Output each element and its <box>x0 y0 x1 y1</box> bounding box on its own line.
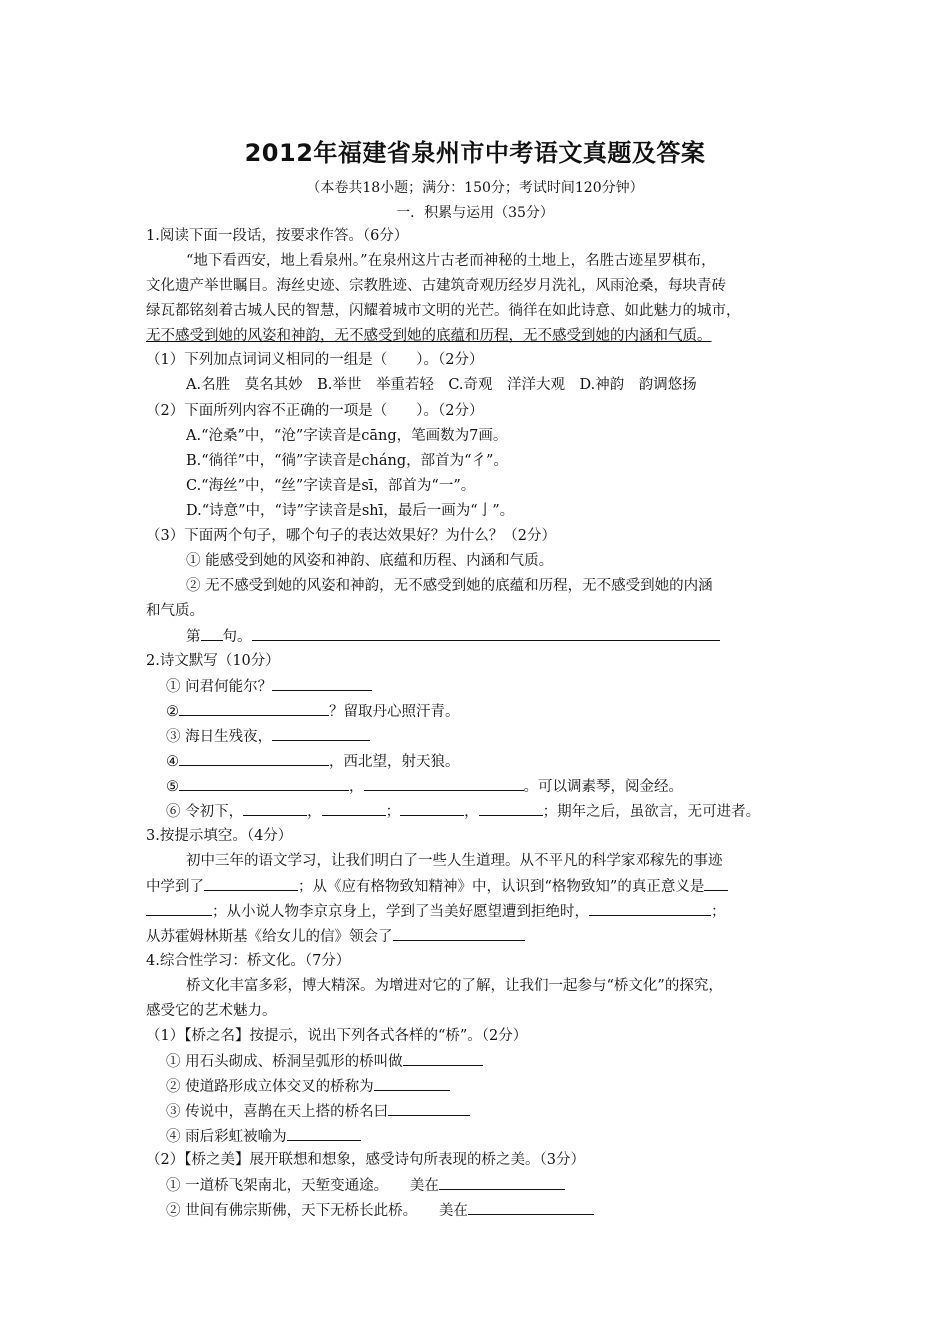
answer-blank[interactable] <box>393 926 525 941</box>
answer-blank[interactable] <box>439 1175 565 1190</box>
question-4-text: 感受它的艺术魅力。 <box>146 1003 277 1019</box>
sub-question: （1）下列加点词词义相同的一组是（ ）。（2分） <box>146 352 484 368</box>
answer-blank[interactable] <box>272 676 372 691</box>
poem-line: ⑤ ， 。可以调素琴，阅金经。 <box>166 776 836 797</box>
answer-blank[interactable] <box>403 1051 483 1066</box>
answer-blank[interactable] <box>287 1126 361 1141</box>
section-heading: 一．积累与运用（35分） <box>396 205 554 221</box>
question-3-text: 从苏霍姆林斯基《给女儿的信》领会了 <box>146 926 816 947</box>
answer-blank[interactable] <box>179 776 349 791</box>
sub-question: （1）【桥之名】按提示，说出下列各式各样的“桥”。（2分） <box>146 1028 528 1044</box>
answer-blank[interactable] <box>204 876 298 891</box>
passage-line: 文化遗产举世瞩目。海丝史迹、宗教胜迹、古建筑奇观历经岁月洗礼，风雨沧桑，每块青砖 <box>146 278 726 294</box>
poem-line: ② ？留取丹心照汗青。 <box>166 701 836 722</box>
sentence-2: ② 无不感受到她的风姿和神韵，无不感受到她的底蕴和历程，无不感受到她的内涵 <box>186 578 713 594</box>
bridge-item: ④ 雨后彩虹被喻为 <box>166 1126 836 1147</box>
poem-line: ⑥ 令初下， ， ； ， ；期年之后，虽欲言，无可进者。 <box>166 801 836 822</box>
option-a: A.“沧桑”中，“沧”字读音是cāng，笔画数为7画。 <box>186 428 508 444</box>
question-3-heading: 3.按提示填空。（4分） <box>146 828 293 844</box>
option-c: C.“海丝”中，“丝”字读音是sī，部首为“一”。 <box>186 478 476 494</box>
question-3-text: ；从小说人物李京京身上，学到了当美好愿望遭到拒绝时， ； <box>146 901 816 922</box>
answer-blank[interactable] <box>146 901 212 916</box>
passage-line-underlined: 无不感受到她的风姿和神韵，无不感受到她的底蕴和历程，无不感受到她的内涵和气质。 <box>146 328 712 344</box>
question-1-heading: 1.阅读下面一段话，按要求作答。（6分） <box>146 228 409 244</box>
sub-question: （3）下面两个句子，哪个句子的表达效果好？为什么？（2分） <box>146 528 556 544</box>
question-3-text: 初中三年的语文学习，让我们明白了一些人生道理。从不平凡的科学家邓稼先的事迹 <box>186 853 723 869</box>
sentence-2-continued: 和气质。 <box>146 603 204 619</box>
answer-blank[interactable] <box>201 626 223 641</box>
page-title: 2012年福建省泉州市中考语文真题及答案 <box>244 139 706 167</box>
poem-line: ① 问君何能尔？ <box>166 676 836 697</box>
answer-blank[interactable] <box>272 726 370 741</box>
answer-blank[interactable] <box>374 1076 450 1091</box>
answer-blank[interactable] <box>243 801 307 816</box>
question-4-text: 桥文化丰富多彩，博大精深。为增进对它的了解，让我们一起参与“桥文化”的探究， <box>186 978 723 994</box>
poem-line: ④ ，西北望，射天狼。 <box>166 751 836 772</box>
answer-blank[interactable] <box>322 801 386 816</box>
passage-line: “地下看西安，地上看泉州。”在泉州这片古老而神秘的土地上，名胜古迹星罗棋布， <box>186 253 716 269</box>
answer-blank[interactable] <box>704 876 728 891</box>
answer-options: A.名胜 莫名其妙 B.举世 举重若轻 C.奇观 洋洋大观 D.神韵 韵调悠扬 <box>186 377 697 393</box>
answer-blank[interactable] <box>400 801 464 816</box>
exam-info: （本卷共18小题；满分：150分；考试时间120分钟） <box>306 180 644 196</box>
answer-blank[interactable] <box>468 1200 594 1215</box>
bridge-item: ③ 传说中，喜鹊在天上搭的桥名曰 <box>166 1101 836 1122</box>
answer-blank[interactable] <box>589 901 711 916</box>
answer-line: 第 句。 <box>186 626 856 647</box>
poem-line: ③ 海日生残夜， <box>166 726 836 747</box>
answer-blank[interactable] <box>179 701 329 716</box>
poem-beauty-item: ② 世间有佛宗斯佛，天下无桥长此桥。 美在 <box>166 1200 836 1221</box>
answer-blank[interactable] <box>179 751 329 766</box>
bridge-item: ① 用石头砌成、桥洞呈弧形的桥叫做 <box>166 1051 836 1072</box>
option-d: D.“诗意”中，“诗”字读音是shī，最后一画为“亅”。 <box>186 503 515 519</box>
passage-line: 绿瓦都铭刻着古城人民的智慧，闪耀着城市文明的光芒。徜徉在如此诗意、如此魅力的城市， <box>146 303 741 319</box>
answer-blank[interactable] <box>252 626 720 641</box>
bridge-item: ② 使道路形成立体交叉的桥称为 <box>166 1076 836 1097</box>
answer-blank[interactable] <box>479 801 543 816</box>
answer-blank[interactable] <box>388 1101 470 1116</box>
sub-question: （2）【桥之美】展开联想和想象，感受诗句所表现的桥之美。（3分） <box>146 1152 585 1168</box>
sentence-1: ① 能感受到她的风姿和神韵、底蕴和历程、内涵和气质。 <box>186 553 554 569</box>
answer-blank[interactable] <box>364 776 524 791</box>
question-3-text: 中学到了 ；从《应有格物致知精神》中，认识到“格物致知”的真正意义是 <box>146 876 816 897</box>
poem-beauty-item: ① 一道桥飞架南北，天堑变通途。 美在 <box>166 1175 836 1196</box>
question-4-heading: 4.综合性学习：桥文化。（7分） <box>146 953 351 969</box>
question-2-heading: 2.诗文默写（10分） <box>146 653 280 669</box>
sub-question: （2）下面所列内容不正确的一项是（ ）。（2分） <box>146 403 484 419</box>
option-b: B.“徜徉”中，“徜”字读音是cháng，部首为“彳”。 <box>186 453 508 469</box>
